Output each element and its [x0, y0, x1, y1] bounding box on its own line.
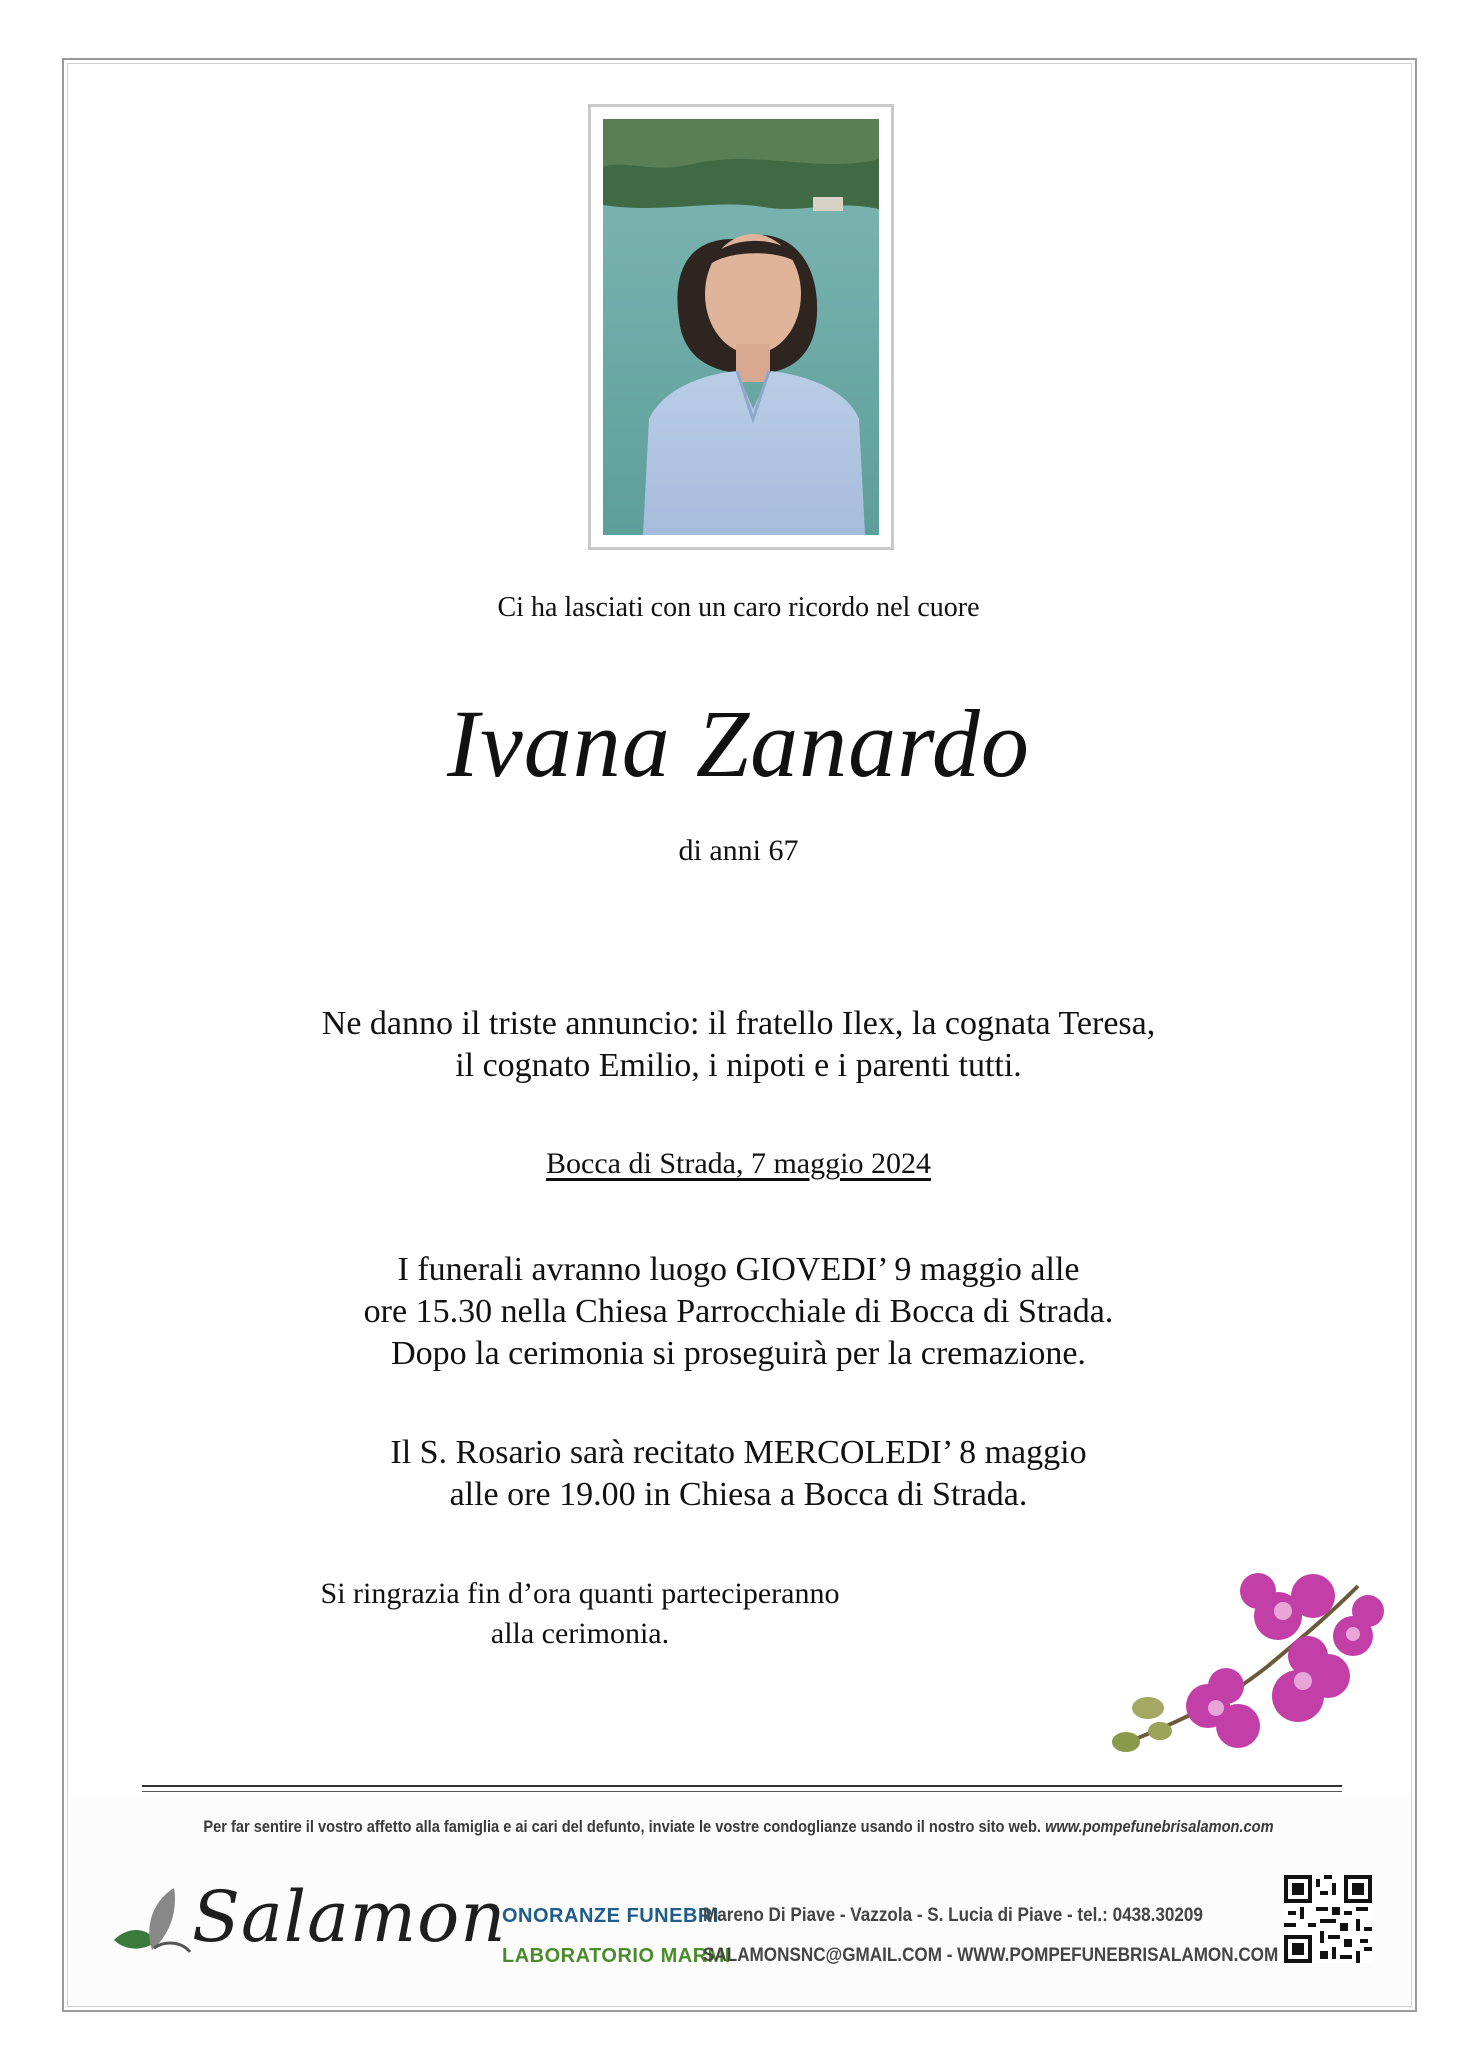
logo-wordmark: Salamon	[192, 1876, 507, 1958]
contacts	[703, 1896, 1342, 1976]
deceased-name: Ivana Zanardo	[447, 690, 1030, 797]
footer-divider	[142, 1785, 1342, 1787]
thanks-note	[300, 1574, 860, 1654]
services	[502, 1896, 731, 1976]
portrait-illustration	[603, 119, 879, 535]
service-marble: LABORATORIO MARMI	[502, 1945, 731, 1967]
qr-code-icon[interactable]	[1284, 1875, 1372, 1963]
funeral-line: ore 15.30 nella Chiesa Parrocchiale di Bocca di Strada.	[363, 1293, 1114, 1330]
condolence-text: Per far sentire il vostro affetto alla famiglia e ai cari del defunto, inviate le vostre condoglianze usando il nostro sito web.	[203, 1817, 1041, 1836]
funeral-info	[0, 1249, 1477, 1375]
thanks-line: Si ringrazia fin d’ora quanti parteciperanno	[320, 1577, 840, 1610]
funeral-line: I funerali avranno luogo GIOVEDI’ 9 maggio alle	[397, 1251, 1080, 1288]
place-date-text: Bocca di Strada, 7 maggio 2024	[546, 1147, 931, 1180]
address-line: Mareno Di Piave - Vazzola - S. Lucia di Piave - tel.: 0438.30209	[703, 1905, 1203, 1926]
portrait-frame	[588, 104, 894, 550]
service-funeral: ONORANZE FUNEBRI	[502, 1905, 719, 1927]
rosary-line: alle ore 19.00 in Chiesa a Bocca di Strada.	[449, 1476, 1028, 1513]
condolence-note	[103, 1817, 1373, 1837]
announcement-line: il cognato Emilio, i nipoti e i parenti tutti.	[455, 1047, 1022, 1084]
rosary-line: Il S. Rosario sarà recitato MERCOLEDI’ 8 maggio	[390, 1434, 1087, 1471]
age-line: di anni 67	[678, 834, 799, 867]
portrait-photo	[603, 119, 879, 535]
email-web-line[interactable]: SALAMONSNC@GMAIL.COM - WWW.POMPEFUNEBRISALAMON.COM	[703, 1945, 1279, 1966]
place-date	[0, 1147, 1477, 1181]
rosary-info	[0, 1432, 1477, 1516]
footer-divider-thin	[142, 1791, 1342, 1792]
leaf-logo-icon	[104, 1880, 194, 1970]
funeral-line: Dopo la cerimonia si proseguirà per la cremazione.	[391, 1335, 1086, 1372]
orchid-flower-icon	[1098, 1556, 1398, 1762]
salamon-logo	[104, 1872, 507, 1982]
announcement	[0, 1003, 1477, 1087]
intro-line: Ci ha lasciati con un caro ricordo nel cuore	[497, 592, 980, 623]
condolence-url[interactable]: www.pompefunebrisalamon.com	[1045, 1817, 1274, 1836]
thanks-line: alla cerimonia.	[490, 1617, 670, 1650]
announcement-line: Ne danno il triste annuncio: il fratello Ilex, la cognata Teresa,	[321, 1005, 1156, 1042]
